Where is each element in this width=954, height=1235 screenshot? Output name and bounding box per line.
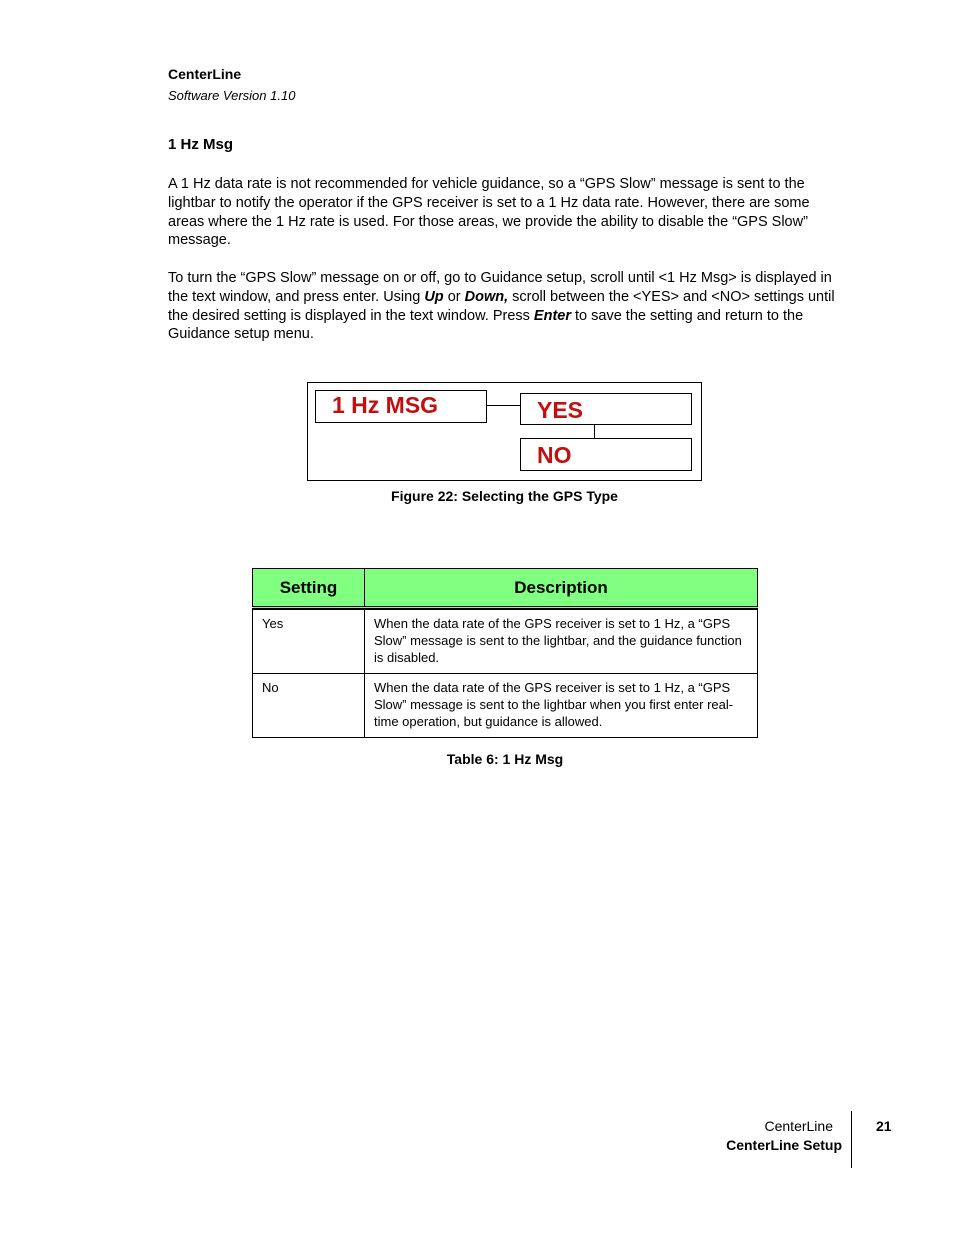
table-row	[253, 674, 758, 738]
software-version: Software Version 1.10	[168, 88, 296, 103]
lcd-no: NO	[520, 438, 692, 471]
footer-product-name: CenterLine	[764, 1118, 833, 1134]
lcd-1hz-msg: 1 Hz MSG	[315, 390, 487, 423]
setting-cell: No	[253, 674, 365, 738]
key-down: Down,	[464, 288, 509, 305]
section-title: 1 Hz Msg	[168, 136, 234, 153]
para2-text-3: to save the setting and return to the Guidance setup menu.	[168, 307, 804, 343]
paragraph-intro: A 1 Hz data rate is not recommended for vehicle guidance, so a “GPS Slow” message is sent to the lightbar to notify the operator if the GPS receiver is set to a 1 Hz data rate. However, there are some areas where the 1 Hz rate is used. For those areas, we provide the ability to disable the “GPS Slow” message.	[168, 176, 810, 249]
para2-text-1: To turn the “GPS Slow” message on or off, go to Guidance setup, scroll until <1 Hz Msg> is displayed in the text window, and press enter. Using	[168, 270, 832, 305]
para2-text-2: scroll between the <YES> and <NO> settings until the desired setting is displayed in the text window. Press	[168, 288, 835, 324]
paragraph-instructions	[168, 269, 848, 344]
page-number: 21	[876, 1118, 892, 1134]
setting-cell: Yes	[253, 610, 365, 674]
description-cell: When the data rate of the GPS receiver is set to 1 Hz, a “GPS Slow” message is sent to the lightbar, and the guidance function is disabled.	[365, 610, 758, 674]
key-up: Up	[424, 288, 444, 305]
description-cell: When the data rate of the GPS receiver is set to 1 Hz, a “GPS Slow” message is sent to the lightbar when you first enter real-time operation, but guidance is allowed.	[365, 674, 758, 738]
running-header-title: CenterLine	[168, 66, 242, 82]
connector-line	[594, 425, 595, 439]
column-header-description: Description	[365, 569, 758, 608]
column-header-setting: Setting	[253, 569, 365, 608]
settings-table	[252, 568, 758, 738]
footer-divider	[851, 1111, 852, 1168]
lcd-yes: YES	[520, 393, 692, 425]
footer-section-name: CenterLine Setup	[726, 1137, 842, 1153]
connector-line	[487, 405, 521, 406]
para2-text-or: or	[443, 288, 465, 305]
figure-caption: Figure 22: Selecting the GPS Type	[391, 488, 618, 504]
table-row	[253, 610, 758, 674]
key-enter: Enter	[533, 307, 571, 324]
table-header-row	[253, 569, 758, 608]
table-caption: Table 6: 1 Hz Msg	[446, 751, 564, 767]
